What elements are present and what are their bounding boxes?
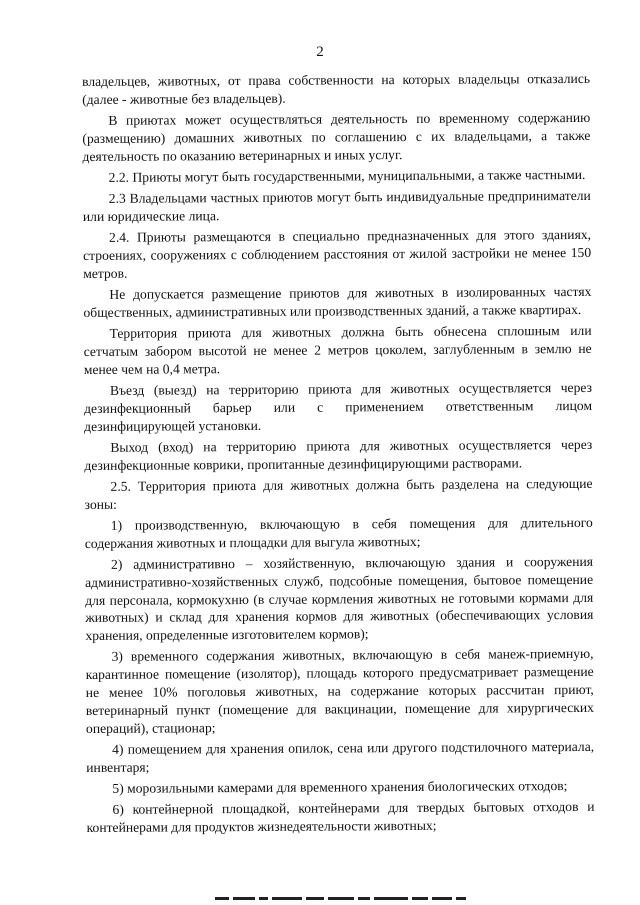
paragraph-2-4: 2.4. Приюты размещаются в специально предназначенных для этого зданиях, строениях, сооружениях с соблюдением расстояния от жилой застройки не менее 150 метров. — [83, 226, 592, 281]
list-item-5: 5) морозильными камерами для временного хранения биологических отходов; — [112, 778, 568, 796]
list-item-1: 1) производственную, включающую в себя помещения для длительного содержания животных и площадки для выгула животных; — [84, 514, 593, 551]
list-item-4: 4) помещением для хранения опилок, сена или другого подстилочного материала, инвентаря; — [86, 739, 595, 776]
paragraph-placement-restriction: Не допускается размещение приютов для животных в изолированных частях общественных, административных или производственных зданий, а также квартирах. — [83, 283, 592, 320]
document-body — [82, 70, 595, 840]
paragraph-temporary-keeping: В приютах может осуществляться деятельность по временному содержанию (размещению) домашних животных по соглашению с их владельцами, а также деятельность по оказанию ветеринарных и иных услуг. — [82, 109, 591, 164]
paragraph-pedestrian-entry: Выход (вход) на территорию приюта для животных осуществляется через дезинфекционные коврики, пропитанные дезинфицирующими растворами. — [84, 436, 593, 473]
list-item-2: 2) административно – хозяйственную, включающую здания и сооружения административно-хозяйственных служб, подсобные помещения, бытовое помещение для персонала, кормокухню (в случае кормления животных не готовыми кормами для животных) и склад для хранения кормов для животных (обеспечивающих условия хранения, определенные изготовителем кормов); — [85, 553, 594, 644]
list-item-6: 6) контейнерной площадкой, контейнерами для твердых бытовых отходов и контейнерами для продуктов жизнедеятельности животных; — [86, 799, 595, 836]
paragraph-vehicle-entry: Въезд (выезд) на территорию приюта для животных осуществляется через дезинфекционный барьер или с применением ответственным лицом дезинфицирующей установки. — [84, 379, 593, 434]
cut-off-footer-line — [215, 897, 485, 905]
paragraph-2-5: 2.5. Территория приюта для животных должна быть разделена на следующие зоны: — [84, 475, 593, 512]
paragraph-continuation: владельцев, животных, от права собственности на которых владельцы отказались (далее - животные без владельцев). — [82, 70, 591, 107]
paragraph-2-3: 2.3 Владельцами частных приютов могут быть индивидуальные предприниматели или юридические лица. — [82, 187, 591, 224]
paragraph-2-2: 2.2. Приюты могут быть государственными, муниципальными, а также частными. — [108, 166, 586, 185]
list-item-3: 3) временного содержания животных, включающую в себя манеж-приемную, карантинное помещение (изолятор), площадь которого предусматривает размещение не менее 10% поголовья животных, на содержание которых рассчитан приют, ветеринарный пункт (помещение для вакцинации, помещение для хирургических операций), стационар; — [85, 646, 594, 737]
page-number: 2 — [316, 44, 324, 60]
paragraph-fence: Территория приюта для животных должна быть обнесена сплошным или сетчатым забором высотой не менее 2 метров цоколем, заглубленным в землю не менее чем на 0,4 метра. — [83, 322, 592, 377]
